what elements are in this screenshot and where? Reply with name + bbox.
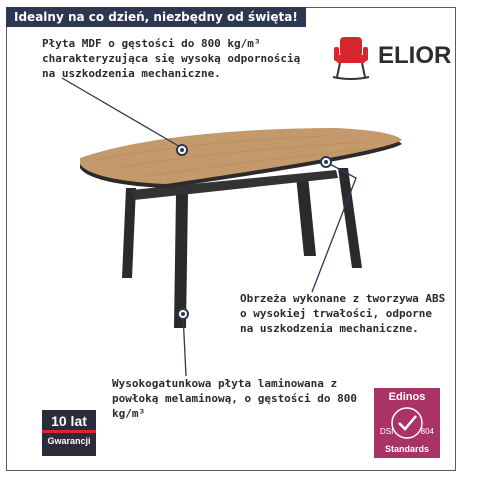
- certificate-check-icon: [390, 406, 424, 440]
- certificate-standards: Standards: [384, 444, 429, 454]
- certificate-dsi: DSI: [380, 427, 394, 436]
- edinos-certificate: [374, 388, 440, 458]
- banner: Idealny na co dzień, niezbędny od święta!: [6, 7, 306, 27]
- warranty-badge: [42, 410, 96, 456]
- callout-laminate: Wysokogatunkowa płyta laminowana z powłoką melaminową, o gęstości do 800 kg/m³: [112, 377, 358, 420]
- callout-mdf: Płyta MDF o gęstości do 800 kg/m³ charakteryzująca się wysoką odpornością na uszkodzenia mechaniczne.: [42, 37, 301, 80]
- warranty-label: Gwarancji: [47, 436, 91, 446]
- brand-name: ELIOR: [378, 42, 452, 69]
- certificate-number: 804: [420, 427, 434, 436]
- warranty-bar: [42, 430, 96, 433]
- certificate-title: Edinos: [388, 391, 426, 403]
- callout-abs-edges: Obrzeża wykonane z tworzywa ABS o wysokiej trwałości, odporne na uszkodzenia mechaniczne.: [240, 292, 446, 335]
- warranty-years: 10 lat: [51, 413, 87, 429]
